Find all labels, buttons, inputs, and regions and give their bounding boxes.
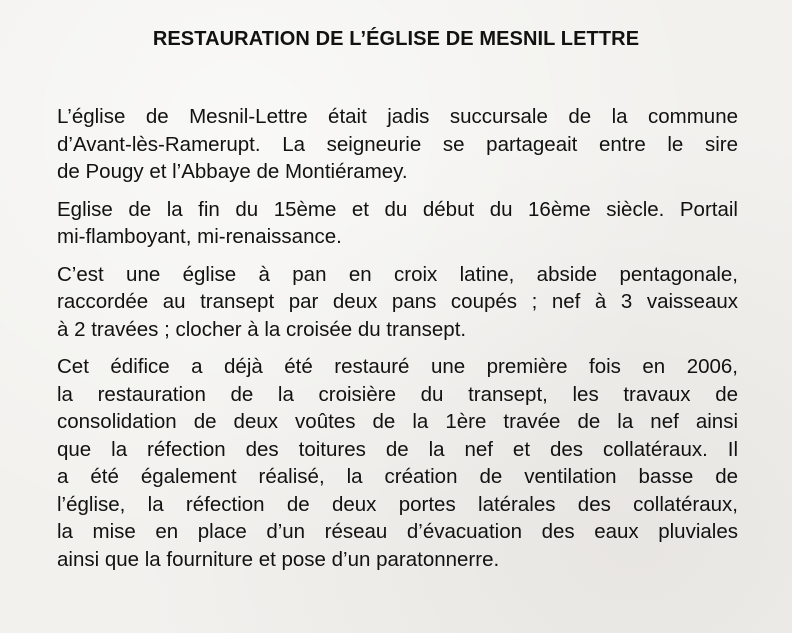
document-title: RESTAURATION DE L’ÉGLISE DE MESNIL LETTRE	[152, 28, 640, 50]
text-line: Eglise de la fin du 15ème et du début du 16ème siècle. Portail	[57, 197, 738, 221]
text-line: la mise en place d’un réseau d’évacuation des eaux pluviales	[57, 520, 738, 543]
text-line: raccordée au transept par deux pans coupés ; nef à 3 vaisseaux	[57, 290, 738, 313]
text-line: l’église, la réfection de deux portes latérales des collatéraux,	[57, 492, 738, 516]
text-line: d’Avant-lès-Ramerupt. La seigneurie se partageait entre le sire	[57, 132, 738, 156]
text-line: ainsi que la fourniture et pose d’un paratonnerre.	[57, 547, 500, 571]
text-line: C’est une église à pan en croix latine, abside pentagonale,	[57, 262, 738, 286]
document-body	[57, 103, 738, 583]
text-line: à 2 travées ; clocher à la croisée du transept.	[57, 317, 467, 341]
text-line: consolidation de deux voûtes de la 1ère travée de la nef ainsi	[57, 410, 738, 433]
text-line: mi-flamboyant, mi-renaissance.	[57, 225, 342, 248]
paragraph-architecture	[57, 261, 738, 344]
paragraph-restoration	[57, 353, 738, 573]
paragraph-history	[57, 103, 738, 186]
paragraph-date	[57, 196, 738, 251]
text-line: Cet édifice a déjà été restauré une première fois en 2006,	[57, 355, 738, 378]
text-line: a été également réalisé, la création de ventilation basse de	[57, 465, 738, 488]
text-line: que la réfection des toitures de la nef et des collatéraux. Il	[57, 437, 738, 461]
text-line: L’église de Mesnil-Lettre était jadis succursale de la commune	[57, 105, 738, 128]
text-line: la restauration de la croisière du transept, les travaux de	[57, 382, 738, 406]
text-line: de Pougy et l’Abbaye de Montiéramey.	[57, 160, 408, 183]
